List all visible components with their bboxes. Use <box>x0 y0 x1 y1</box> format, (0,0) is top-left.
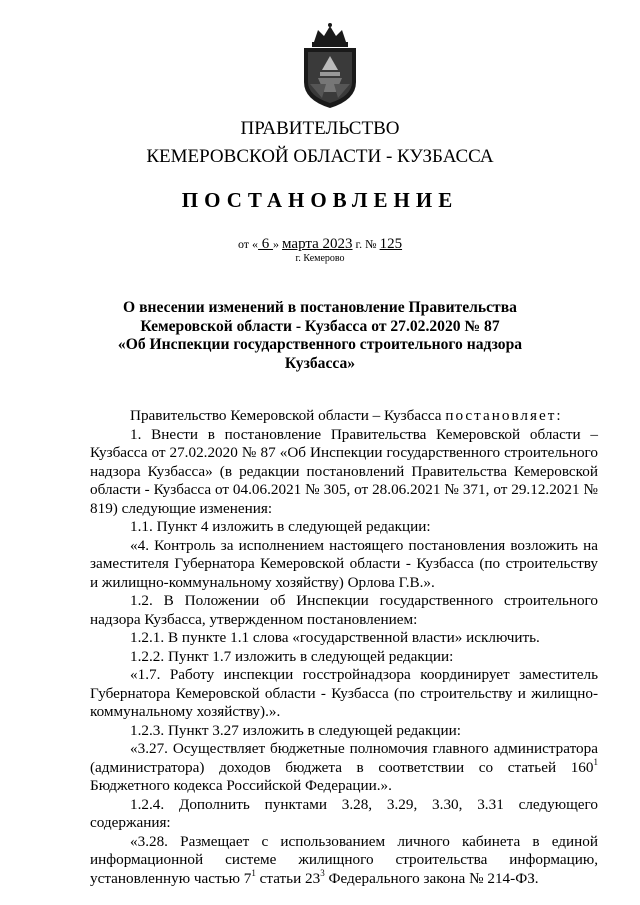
government-name-line1: ПРАВИТЕЛЬСТВО <box>240 118 400 139</box>
paragraph-1-1: 1.1. Пункт 4 изложить в следующей редакции: <box>130 518 431 535</box>
heading-line1: О внесении изменений в постановление Правительства <box>123 299 517 316</box>
city-label: г. Кемерово <box>295 253 345 264</box>
paragraph-1-2-1: 1.2.1. В пункте 1.1 слова «государственной власти» исключить. <box>130 629 540 646</box>
number-prefix: № <box>365 237 380 251</box>
document-type-title: ПОСТАНОВЛЕНИЕ <box>181 188 459 212</box>
p328-superscript-1: 1 <box>251 867 256 878</box>
heading-line2: Кемеровской области - Кузбасса от 27.02.2020 № 87 <box>140 317 500 335</box>
document-number: 125 <box>379 236 403 252</box>
date-mid: » <box>273 237 283 251</box>
kuzbass-coat-of-arms-icon <box>300 22 360 110</box>
paragraph-1-2-2: 1.2.2. Пункт 1.7 изложить в следующей редакции: <box>130 647 454 665</box>
p327-text-b: Бюджетного кодекса Российской Федерации.». <box>90 777 392 794</box>
preamble-paragraph <box>90 407 598 426</box>
heading-line4: Кузбасса» <box>284 354 356 372</box>
p328-superscript-2: 3 <box>320 867 325 878</box>
document-body <box>90 407 598 888</box>
date-number-line <box>0 236 640 253</box>
p328-text-a: «3.28. Размещает с использованием личного кабинета в единой информационной системе жилищного строительства информацию, установленную частью 7 <box>90 832 598 887</box>
p328-text-c: Федерального закона № 214-ФЗ. <box>324 869 539 887</box>
paragraph-3-28-text <box>90 833 598 889</box>
paragraph-1-2: 1.2. В Положении об Инспекции государственного строительного надзора Кузбасса, утвержденном постановлением: <box>90 592 598 628</box>
date-year-suffix: г. <box>352 237 366 251</box>
preamble-text: Правительство Кемеровской области – Кузбасса <box>130 407 446 424</box>
paragraph-1-2-4: 1.2.4. Дополнить пунктами 3.28, 3.29, 3.30, 3.31 следующего содержания: <box>90 795 598 831</box>
heading-line3: «Об Инспекции государственного строительного надзора <box>117 336 523 353</box>
paragraph-3-27-text <box>90 740 598 796</box>
preamble-resolves: постановляет: <box>445 407 563 424</box>
p327-text-a: «3.27. Осуществляет бюджетные полномочия главного администратора (администратора) доходов бюджета в соответствии со статьей 160 <box>90 740 598 776</box>
date-prefix: от « <box>237 237 259 251</box>
paragraph-1: 1. Внести в постановление Правительства Кемеровской области – Кузбасса от 27.02.2020 № 87 «Об Инспекции государственного строительного надзора Кузбасса» (в редакции постановлений Правительства Кемеровской области - Кузбасса от 04.06.2021 № 305, от 28.06.2021 № 371, от 29.12.2021 № 819) следующие изменения: <box>90 425 598 517</box>
date-day: 6 <box>258 236 274 252</box>
government-name-line2: КЕМЕРОВСКОЙ ОБЛАСТИ - КУЗБАССА <box>146 146 494 167</box>
date-month-year: марта 2023 <box>282 236 353 252</box>
paragraph-1-7-text: «1.7. Работу инспекции госстройнадзора координирует заместитель Губернатора Кемеровской области - Кузбасса (по строительству и жилищно-коммунальному хозяйству).». <box>90 666 598 720</box>
paragraph-1-2-3: 1.2.3. Пункт 3.27 изложить в следующей редакции: <box>130 721 461 739</box>
p328-text-b: статьи 23 <box>255 869 321 887</box>
document-heading <box>90 299 550 373</box>
paragraph-1-1-text: «4. Контроль за исполнением настоящего постановления возложить на заместителя Губернатора Кемеровской области - Кузбасса (по строительству и жилищно-коммунальному хозяйству) Орлова Г.В.». <box>90 536 598 591</box>
p327-superscript: 1 <box>593 756 598 767</box>
